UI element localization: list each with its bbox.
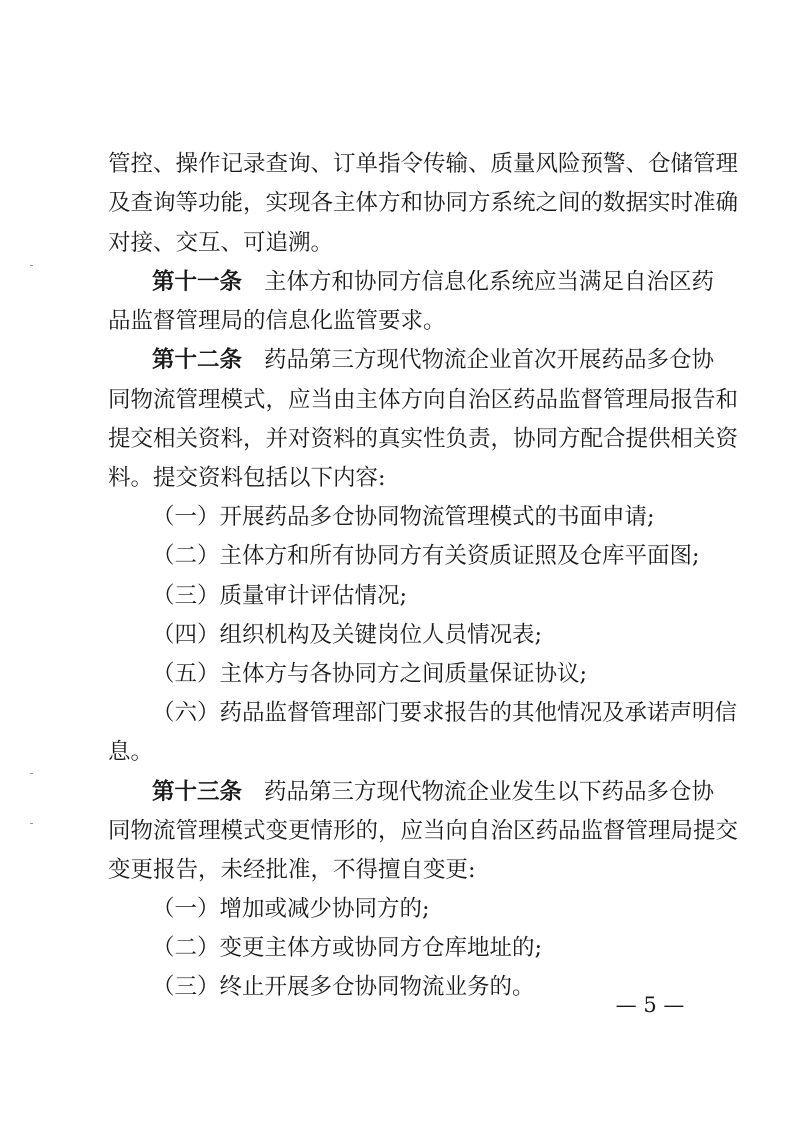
list-item: （五）主体方与各协同方之间质量保证协议; (152, 661, 588, 687)
article-13-title: 第十三条 (152, 779, 243, 805)
list-item: （二）主体方和所有协同方有关资质证照及仓库平面图; (152, 543, 700, 569)
paragraph-line: 提交相关资料，并对资料的真实性负责，协同方配合提供相关资 (108, 426, 739, 452)
article-12-title: 第十二条 (152, 347, 243, 373)
article-12-line (152, 344, 715, 376)
list-item: （二）变更主体方或协同方仓库地址的; (152, 935, 543, 961)
paragraph-line: 管控、操作记录查询、订单指令传输、质量风险预警、仓储管理 (108, 151, 739, 177)
article-13-line (152, 776, 715, 808)
page-number: — 5 — (615, 993, 685, 1017)
list-item: （一）增加或减少协同方的; (152, 896, 430, 922)
article-11-title: 第十一条 (152, 269, 243, 295)
paragraph-line: 对接、交互、可追溯。 (108, 230, 334, 256)
list-item: （三）质量审计评估情况; (152, 583, 408, 609)
list-item: （三）终止开展多仓协同物流业务的。 (152, 974, 535, 1000)
paragraph-line: 同物流管理模式变更情形的，应当向自治区药品监督管理局提交 (108, 818, 739, 844)
scan-mark (30, 265, 33, 266)
paragraph-line: 品监督管理局的信息化监管要求。 (108, 308, 446, 334)
article-13-text: 药品第三方现代物流企业发生以下药品多仓协 (264, 779, 715, 805)
article-11-text: 主体方和协同方信息化系统应当满足自治区药 (264, 269, 715, 295)
paragraph-line: 料。提交资料包括以下内容: (108, 465, 386, 491)
scan-mark (30, 773, 33, 774)
list-item: （一）开展药品多仓协同物流管理模式的书面申请; (152, 504, 655, 530)
paragraph-line: 息。 (108, 739, 154, 765)
article-11-line (152, 266, 715, 298)
article-12-text: 药品第三方现代物流企业首次开展药品多仓协 (264, 347, 715, 373)
paragraph-line: 及查询等功能，实现各主体方和协同方系统之间的数据实时准确 (108, 190, 739, 216)
paragraph-line: 变更报告，未经批准，不得擅自变更: (108, 857, 476, 883)
list-item: （六）药品监督管理部门要求报告的其他情况及承诺声明信 (152, 700, 738, 726)
list-item: （四）组织机构及关键岗位人员情况表; (152, 622, 543, 648)
scan-mark (30, 823, 33, 824)
paragraph-line: 同物流管理模式，应当由主体方向自治区药品监督管理局报告和 (108, 387, 739, 413)
